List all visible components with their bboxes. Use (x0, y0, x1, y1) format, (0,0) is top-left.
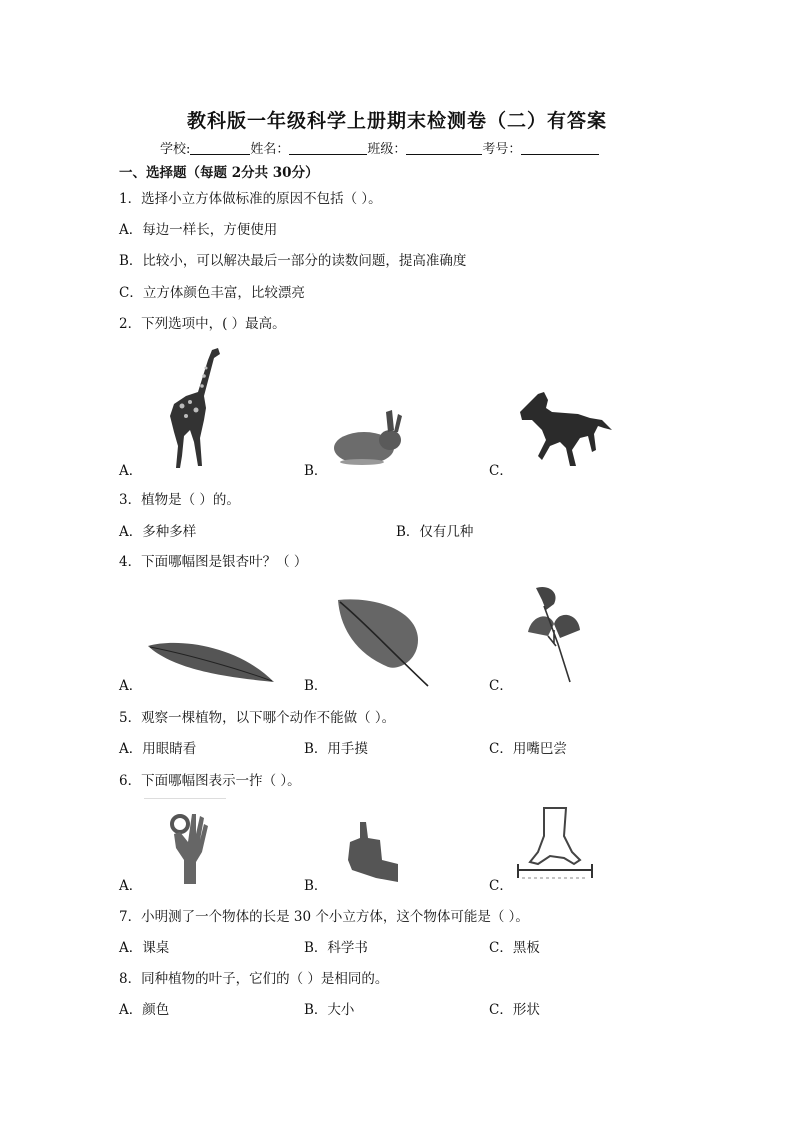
school-blank[interactable] (190, 142, 250, 155)
q4-option-b[interactable]: B． (304, 678, 328, 694)
question-7: 7．小明测了一个物体的长是 30 个小立方体，这个物体可能是（ ）。 (119, 909, 529, 925)
q4-option-c[interactable]: C． (489, 678, 513, 694)
name-blank[interactable] (289, 142, 367, 155)
question-1: 1．选择小立方体做标准的原因不包括（ ）。 (119, 191, 382, 207)
q2-option-a[interactable]: A． (119, 463, 143, 479)
class-blank[interactable] (406, 142, 482, 155)
number-label: 考号： (482, 142, 522, 157)
q6-option-a[interactable]: A． (119, 878, 143, 894)
name-label: 姓名： (250, 142, 290, 157)
ok-hand-image (166, 812, 210, 884)
q1-option-c[interactable]: C．立方体颜色丰富，比较漂亮 (119, 285, 305, 301)
rabbit-image (332, 408, 404, 468)
q7-option-b[interactable]: B．科学书 (304, 940, 368, 956)
q5-option-a[interactable]: A．用眼睛看 (119, 741, 197, 757)
q3-option-a[interactable]: A．多种多样 (119, 524, 197, 540)
q6-option-b[interactable]: B． (304, 878, 328, 894)
question-3: 3．植物是（ ）的。 (119, 492, 240, 508)
q1-option-a[interactable]: A．每边一样长，方便使用 (119, 222, 278, 238)
q8-option-a[interactable]: A．颜色 (119, 1002, 170, 1018)
divider (144, 798, 226, 799)
giraffe-image (160, 346, 226, 472)
number-blank[interactable] (521, 142, 599, 155)
q8-option-c[interactable]: C．形状 (489, 1002, 540, 1018)
school-label: 学校: (160, 142, 191, 157)
question-4: 4．下面哪幅图是银杏叶？（ ） (119, 554, 308, 570)
q4-option-a[interactable]: A． (119, 678, 143, 694)
q7-option-c[interactable]: C．黑板 (489, 940, 540, 956)
q2-option-b[interactable]: B． (304, 463, 328, 479)
span-hand-image (514, 806, 596, 886)
q5-option-b[interactable]: B．用手摸 (304, 741, 368, 757)
q3-option-b[interactable]: B．仅有几种 (396, 524, 474, 540)
q2-option-c[interactable]: C． (489, 463, 513, 479)
ginkgo-leaf-image (524, 584, 584, 684)
question-6: 6．下面哪幅图表示一拃（ ）。 (119, 773, 301, 789)
class-label: 班级： (367, 142, 407, 157)
thumbs-up-image (346, 820, 398, 882)
q8-option-b[interactable]: B．大小 (304, 1002, 355, 1018)
horse-image (518, 390, 614, 470)
page-title: 教科版一年级科学上册期末检测卷（二）有答案 (186, 110, 607, 132)
broad-leaf-image (334, 596, 430, 688)
question-2: 2．下列选项中，( ）最高。 (119, 316, 286, 332)
section-heading: 一、选择题（每题 2分共 30分） (119, 165, 319, 181)
question-5: 5．观察一棵植物，以下哪个动作不能做（ ）。 (119, 710, 396, 726)
q5-option-c[interactable]: C．用嘴巴尝 (489, 741, 567, 757)
q6-option-c[interactable]: C． (489, 878, 513, 894)
willow-leaf-image (146, 636, 276, 688)
q7-option-a[interactable]: A．课桌 (119, 940, 170, 956)
q1-option-b[interactable]: B．比较小，可以解决最后一部分的读数问题，提高准确度 (119, 253, 467, 269)
student-info-line (160, 138, 599, 157)
question-8: 8．同种植物的叶子，它们的（ ）是相同的。 (119, 971, 389, 987)
